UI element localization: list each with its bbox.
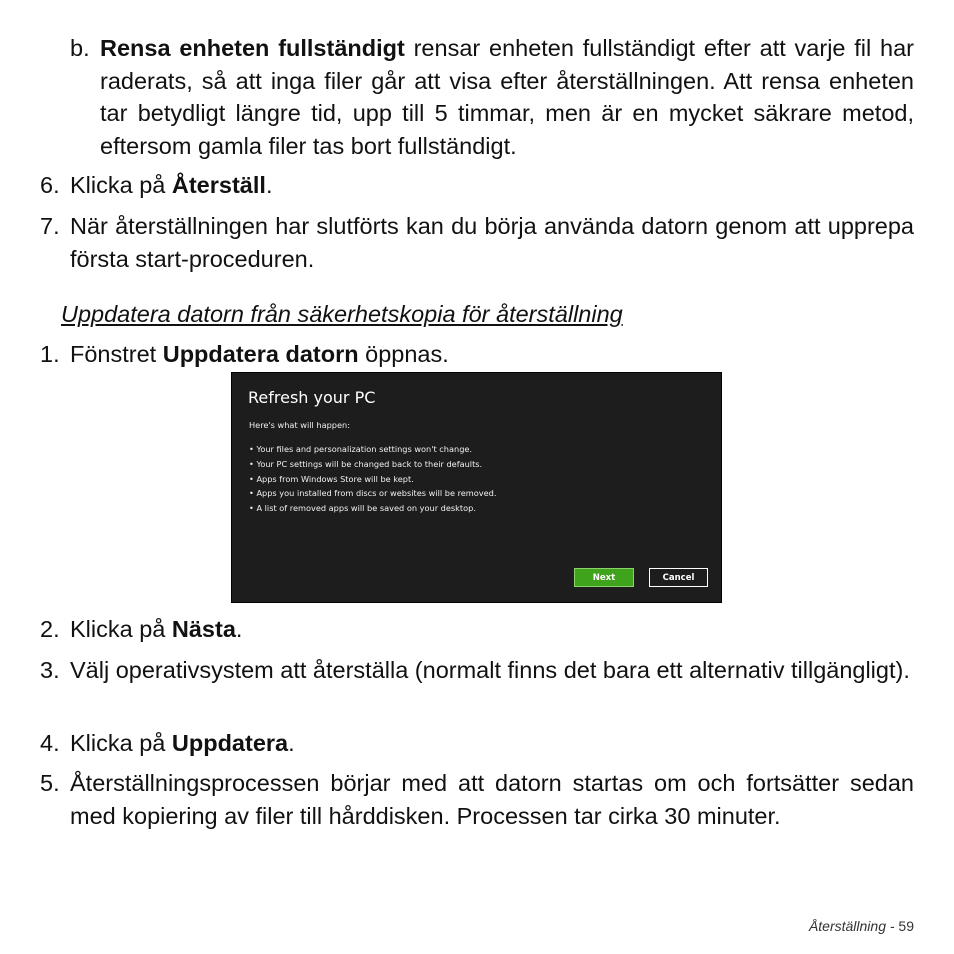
item-b-bold: Rensa enheten fullständigt	[100, 35, 405, 61]
step-6-number: 6.	[40, 172, 60, 198]
cancel-button[interactable]: Cancel	[649, 568, 708, 587]
dialog-bullet: • A list of removed apps will be saved on your desktop.	[249, 501, 496, 516]
step-6-bold: Återställ	[171, 172, 266, 198]
sub-step-2	[40, 613, 914, 646]
dialog-bullet: • Apps from Windows Store will be kept.	[249, 472, 496, 487]
dialog-title: Refresh your PC	[248, 388, 376, 407]
sub-step-1-pre: Fönstret	[70, 341, 163, 367]
sub-step-2-pre: Klicka på	[70, 616, 172, 642]
item-b-label: b.	[70, 35, 90, 61]
footer-section: Återställning -	[808, 918, 895, 934]
refresh-pc-dialog-screenshot	[231, 372, 722, 603]
sub-step-1	[40, 338, 914, 371]
dialog-subtitle: Here's what will happen:	[249, 420, 350, 430]
dialog-bullet-list	[249, 442, 496, 516]
sub-step-2-number: 2.	[40, 616, 60, 642]
sub-step-1-post: öppnas.	[358, 341, 449, 367]
sub-step-3	[40, 654, 914, 687]
sub-step-3-text: Välj operativsystem att återställa (normalt finns det bara ett alternativ tillgängligt).	[70, 657, 910, 683]
dialog-bullet: • Apps you installed from discs or websites will be removed.	[249, 486, 496, 501]
sub-step-4-pre: Klicka på	[70, 730, 172, 756]
page-footer	[809, 918, 914, 934]
sub-step-5	[40, 767, 914, 832]
dialog-bullet: • Your PC settings will be changed back to their defaults.	[249, 457, 496, 472]
sub-step-1-number: 1.	[40, 341, 60, 367]
sub-step-2-bold: Nästa	[171, 616, 236, 642]
sub-step-4-number: 4.	[40, 730, 60, 756]
step-6-post: .	[265, 172, 273, 198]
page-number: 59	[898, 918, 914, 934]
sub-step-2-post: .	[235, 616, 243, 642]
dialog-bullet: • Your files and personalization settings won't change.	[249, 442, 496, 457]
item-b	[70, 32, 914, 162]
item-b-text: rensar enheten fullständigt efter att varje fil har raderats, så att inga filer går att visa efter återställningen. Att rensa enheten tar betydligt längre tid, upp till 5 timmar, men är en mycket säkrare metod, eftersom gamla filer tas bort fullständigt.	[100, 35, 914, 159]
sub-step-4	[40, 727, 914, 760]
sub-step-1-bold: Uppdatera datorn	[162, 341, 359, 367]
step-7-text: När återställningen har slutförts kan du börja använda datorn genom att upprepa första start-proceduren.	[70, 213, 914, 272]
sub-step-4-post: .	[288, 730, 295, 756]
sub-step-3-number: 3.	[40, 657, 60, 683]
sub-step-5-number: 5.	[40, 770, 60, 796]
step-6	[40, 169, 914, 202]
step-6-pre: Klicka på	[70, 172, 172, 198]
step-7-number: 7.	[40, 213, 60, 239]
sub-step-4-bold: Uppdatera	[171, 730, 289, 756]
next-button[interactable]: Next	[574, 568, 634, 587]
section-subheading: Uppdatera datorn från säkerhetskopia för återställning	[61, 301, 623, 327]
step-7	[40, 210, 914, 275]
sub-step-5-text: Återställningsprocessen börjar med att datorn startas om och fortsätter sedan med kopiering av filer till hårddisken. Processen tar cirka 30 minuter.	[70, 770, 914, 829]
